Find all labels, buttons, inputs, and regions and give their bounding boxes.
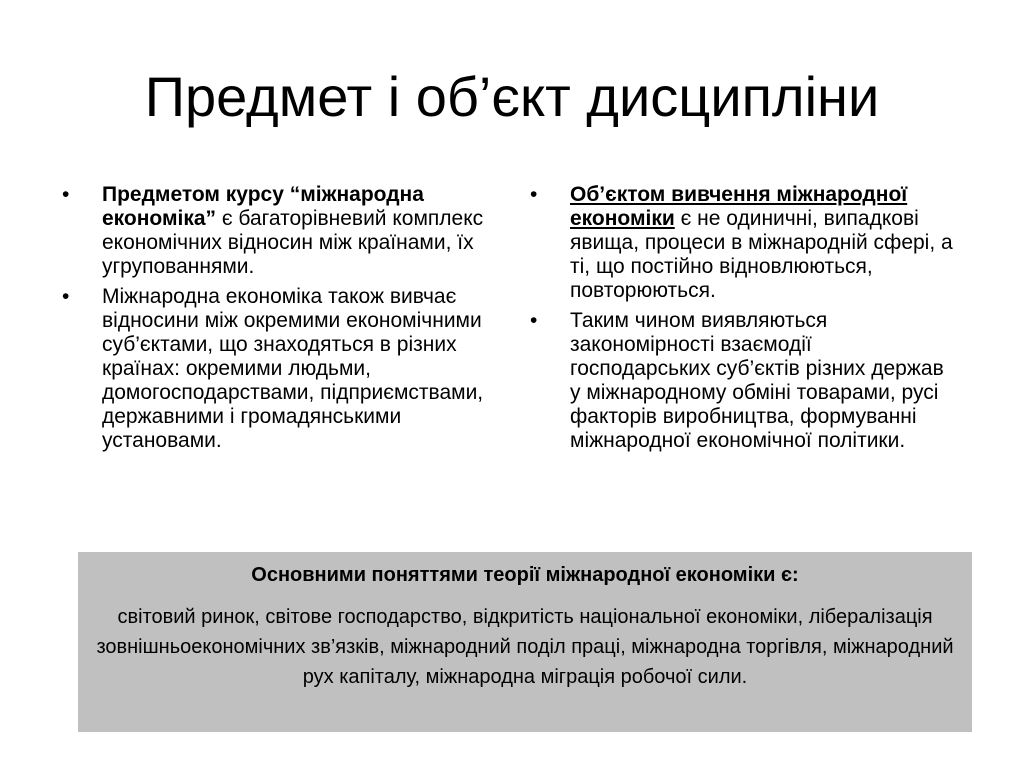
slide-title: Предмет і об’єкт дисципліни [144,65,880,128]
object-definition-lead: Об’єктом вивчення міжнародної економіки [570,183,908,230]
relations-text: Міжнародна економіка також вивчає відносини між окремими економічними суб’єктами, що знаходяться в різних країнах: окремими людьми, домогосподарствами, підприємствами, державними і громадянськими установами. [102,285,484,452]
key-concepts-heading: Основними поняттями теорії міжнародної економіки є: [251,564,799,586]
left-bullet-item-subject [62,183,502,279]
object-definition-text: є не одиничні, випадкові явища, процеси в міжнародній сфері, а ті, що постійно відновлюються, повторюються. [570,207,953,302]
right-bullet-item-object [530,183,954,303]
subject-definition-lead: Предметом курсу “міжнародна економіка” [102,183,424,230]
right-bullet-list [530,183,954,459]
bullet-marker: • [530,309,538,332]
right-bullet-item-regularities [530,309,954,453]
key-concepts-text: світовий ринок, світове господарство, відкритість національної економіки, лібералізація зовнішньоекономічних зв’язків, міжнародний поділ праці, міжнародна торгівля, міжнародний рух капіталу, міжнародна міграція робочої сили. [96,606,954,688]
regularities-text: Таким чином виявляються закономірності взаємодії господарських суб’єктів різних держав у міжнародному обміні товарами, русі факторів виробництва, формуванні міжнародної економічної політики. [570,309,944,452]
key-concepts-box [78,552,972,732]
subject-definition-text: є багаторівневий комплекс економічних відносин між країнами, їх угрупованнями. [102,207,484,278]
bullet-marker: • [530,183,538,206]
left-bullet-item-relations [62,285,502,453]
left-bullet-list [62,183,502,459]
bullet-marker: • [62,285,70,308]
bullet-marker: • [62,183,70,206]
